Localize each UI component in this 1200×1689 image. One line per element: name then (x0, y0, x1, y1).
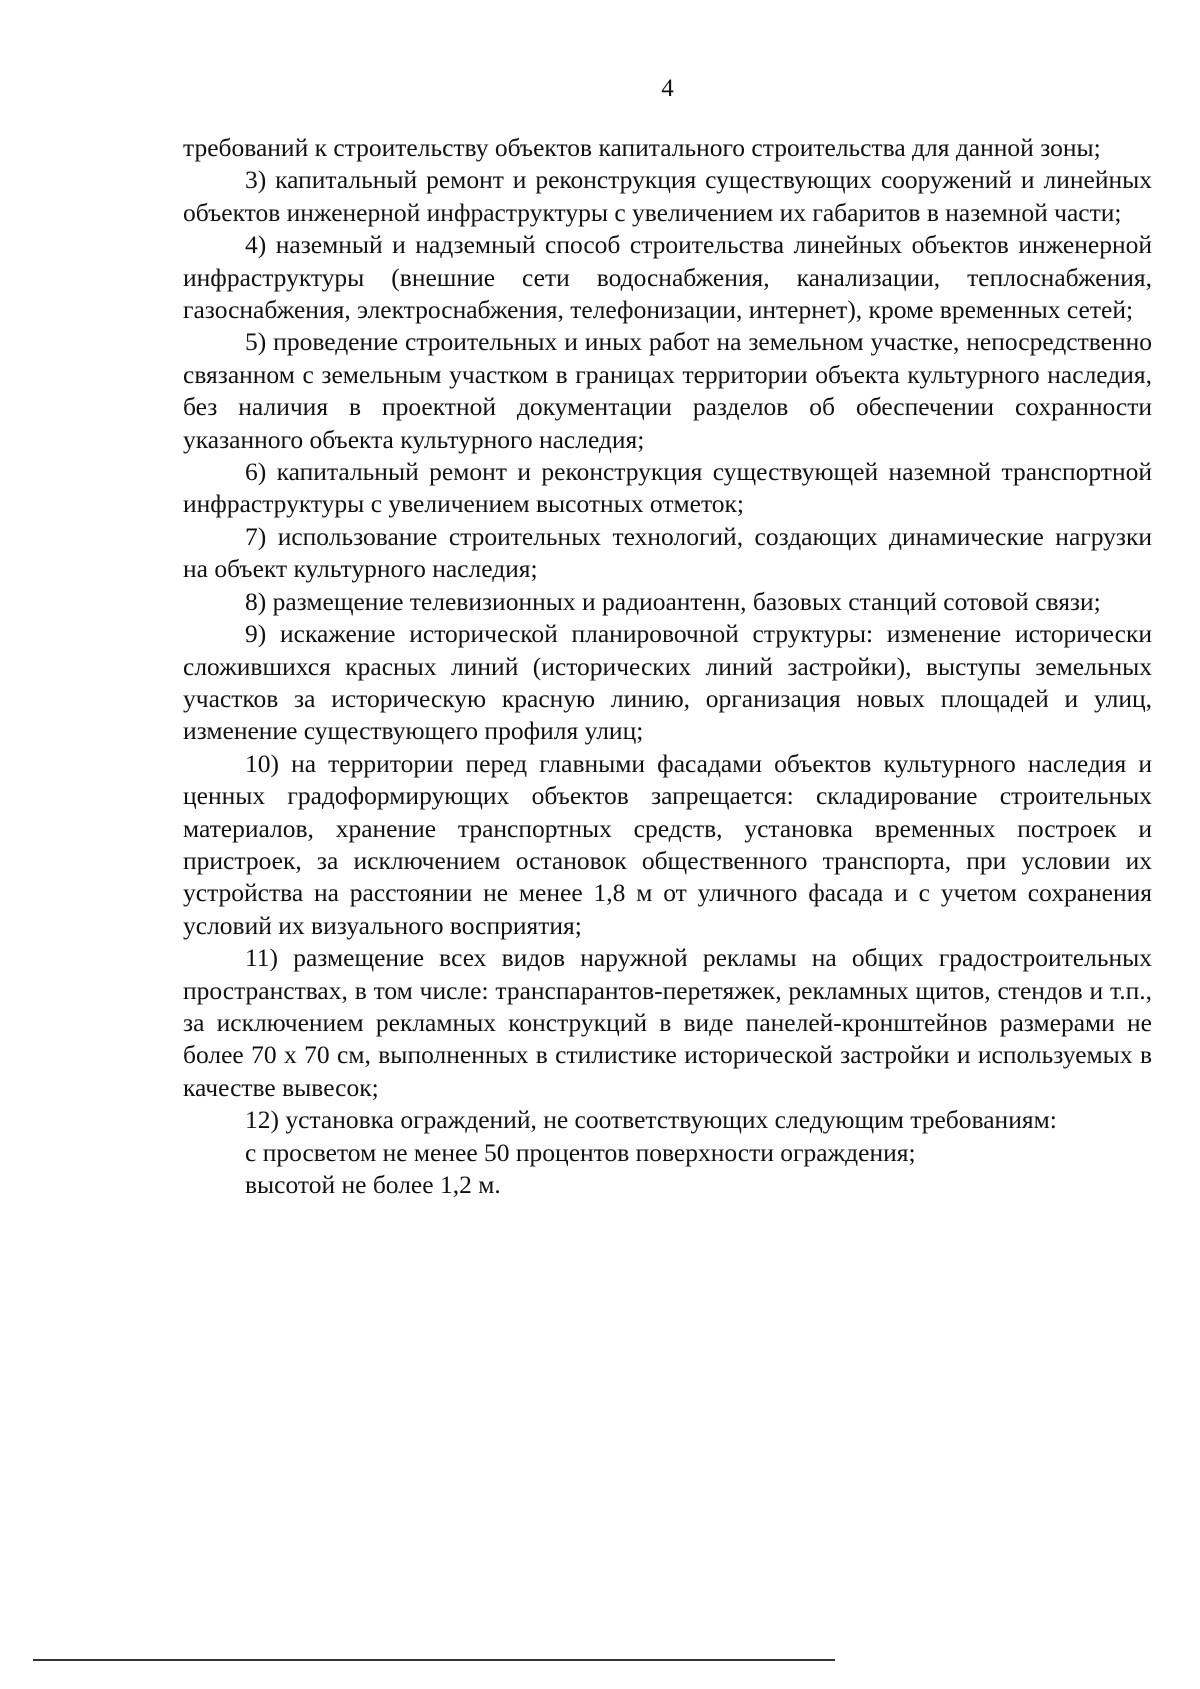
list-item-3: 3) капитальный ремонт и реконструкция существующих сооружений и линейных объектов инженерной инфраструктуры с увеличением их габаритов в наземной части; (183, 165, 1152, 227)
list-item-8: 8) размещение телевизионных и радиоантенн, базовых станций сотовой связи; (245, 586, 1101, 616)
requirement-height: высотой не более 1,2 м. (245, 1170, 501, 1199)
requirement-clearance: с просветом не менее 50 процентов поверхности ограждения; (245, 1137, 916, 1167)
list-item-9: 9) искажение исторической планировочной структуры: изменение исторически сложившихся красных линий (исторических линий застройки), выступы земельных участков за историческую красную линию, организация новых площадей и улиц, изменение существующего профиля улиц; (183, 619, 1152, 746)
list-item-11: 11) размещение всех видов наружной рекламы на общих градостроительных пространствах, в том числе: транспарантов-перетяжек, рекламных щитов, стендов и т.п., за исключением рекламных конструкций в виде панелей-кронштейнов размерами не более 70 х 70 см, выполненных в стилистике исторической застройки и используемых в качестве вывесок; (183, 943, 1152, 1102)
document-body (183, 132, 1152, 1201)
list-item-5: 5) проведение строительных и иных работ на земельном участке, непосредственно связанном с земельным участком в границах территории объекта культурного наследия, без наличия в проектной документации разделов об обеспечении сохранности указанного объекта культурного наследия; (183, 327, 1152, 454)
list-item-10: 10) на территории перед главными фасадами объектов культурного наследия и ценных градоформирующих объектов запрещается: складирование строительных материалов, хранение транспортных средств, установка временных построек и пристроек, за исключением остановок общественного транспорта, при условии их устройства на расстоянии не менее 1,8 м от уличного фасада и с учетом сохранения условий их визуального восприятия; (183, 748, 1152, 940)
list-item-4: 4) наземный и надземный способ строительства линейных объектов инженерной инфраструктуры (внешние сети водоснабжения, канализации, теплоснабжения, газоснабжения, электроснабжения, телефонизации, интернет), кроме временных сетей; (183, 230, 1152, 325)
list-item-6: 6) капитальный ремонт и реконструкция существующей наземной транспортной инфраструктуры с увеличением высотных отметок; (183, 457, 1152, 519)
page-number: 4 (661, 75, 674, 102)
bottom-divider (33, 1659, 835, 1661)
list-item-7: 7) использование строительных технологий, создающих динамические нагрузки на объект культурного наследия; (183, 521, 1152, 584)
paragraph-continuation: требований к строительству объектов капитального строительства для данной зоны; (183, 133, 1101, 162)
list-item-12: 12) установка ограждений, не соответствующих следующим требованиям: (245, 1105, 1057, 1135)
